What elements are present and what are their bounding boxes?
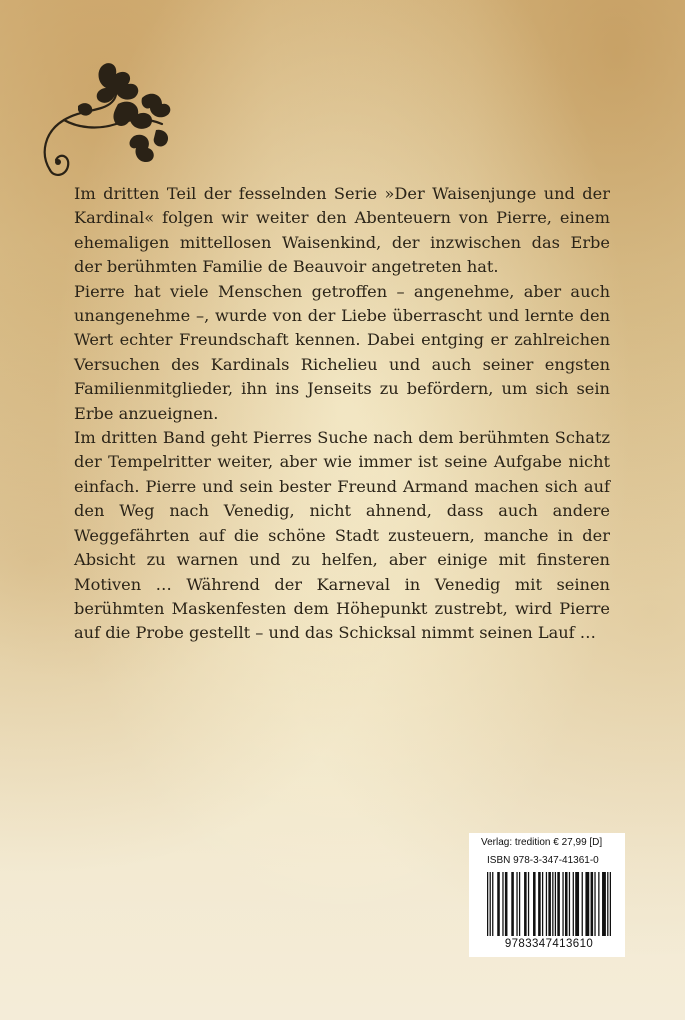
back-cover-blurb	[74, 182, 610, 646]
barcode-bar	[533, 872, 536, 936]
barcode-bar	[492, 872, 493, 936]
barcode-bar	[524, 872, 527, 936]
barcode-bar	[542, 872, 543, 936]
barcode-bar	[538, 872, 541, 936]
barcode-bar	[505, 872, 508, 936]
baroque-ornament-icon	[38, 58, 178, 183]
barcode-bar	[546, 872, 547, 936]
publisher-price-label: Verlag: tredition € 27,99 [D]	[481, 837, 603, 848]
barcode-bar	[519, 872, 520, 936]
barcode-bar	[528, 872, 529, 936]
barcode-bar	[573, 872, 574, 936]
barcode-bar	[598, 872, 599, 936]
barcode-bar	[565, 872, 568, 936]
barcode-bar	[557, 872, 560, 936]
barcode-bar	[502, 872, 503, 936]
barcode-bar	[552, 872, 553, 936]
barcode-bar	[490, 872, 491, 936]
blurb-paragraph-3: Im dritten Band geht Pierres Suche nach dem berühmten Schatz der Tempelritter weiter, aber wie immer ist seine Aufgabe nicht einfach. Pierre und sein bester Freund Armand machen sich auf den Weg nach Venedig, nicht ahnend, dass auch andere Weggefährten auf die schöne Stadt zusteuern, manche in der Absicht zu warnen und zu helfen, aber einige mit finsteren Motiven … Während der Karneval in Venedig mit seinen berühmten Maskenfesten dem Höhepunkt zustrebt, wird Pierre auf die Probe gestellt – und das Schicksal nimmt seinen Lauf …	[74, 428, 610, 643]
barcode-bar	[569, 872, 570, 936]
barcode-bar	[555, 872, 556, 936]
barcode-bar	[585, 872, 589, 936]
barcode-bar	[562, 872, 563, 936]
barcode-bar	[575, 872, 579, 936]
barcode-bar	[487, 872, 488, 936]
isbn-label: ISBN 978-3-347-41361-0	[487, 855, 599, 866]
barcode-bar	[582, 872, 583, 936]
barcode-digits: 9783347413610	[504, 938, 594, 950]
barcode-bar	[548, 872, 551, 936]
barcode-bar	[516, 872, 517, 936]
blurb-paragraph-2: Pierre hat viele Menschen getroffen – angenehme, aber auch unangenehme –, wurde von der Liebe überrascht und lernte den Wert echter Freundschaft kennen. Dabei entging er zahlreichen Versuchen des Kardinals Richelieu und auch seiner engsten Familienmitglieder, ihn ins Jenseits zu befördern, um sich sein Erbe anzueignen.	[74, 281, 610, 423]
blurb-paragraph-1: Im dritten Teil der fesselnden Serie »Der Waisenjunge und der Kardinal« folgen wir weiter den Abenteuern von Pierre, einem ehemaligen mittellosen Waisenkind, der inzwischen das Erbe der berühmten Familie de Beauvoir angetreten hat.	[74, 184, 610, 277]
barcode-bar	[610, 872, 611, 936]
barcode-bars	[487, 872, 611, 936]
barcode-bar	[497, 872, 500, 936]
barcode-bar	[594, 872, 595, 936]
barcode-bar	[607, 872, 608, 936]
barcode-bar	[591, 872, 594, 936]
isbn-barcode-panel	[469, 833, 625, 957]
barcode-bar	[511, 872, 514, 936]
barcode-bar	[602, 872, 606, 936]
